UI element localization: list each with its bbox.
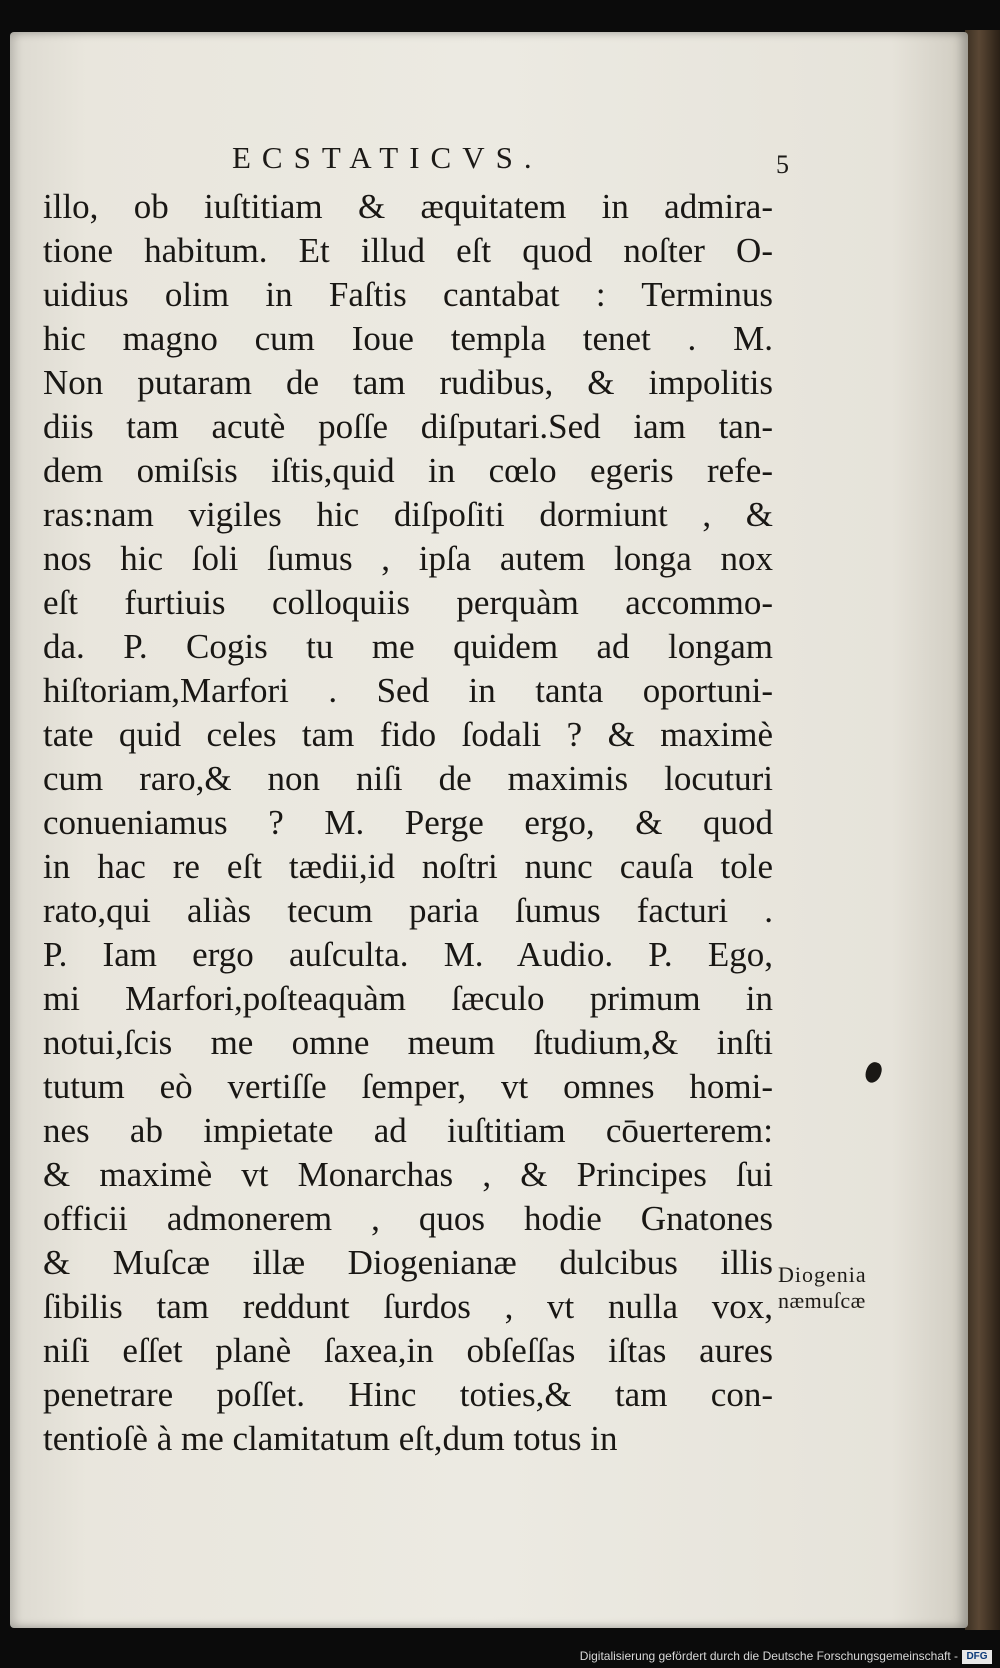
marginal-note-line: Diogenia [778,1262,867,1287]
text-line: hic magno cum Ioue templa tenet . M. [43,319,773,358]
text-line: diis tam acutè poſſe diſputari.Sed iam tan- [43,407,773,446]
text-line: tutum eò vertiſſe ſemper, vt omnes homi- [43,1067,773,1106]
text-line: eſt furtiuis colloquiis perquàm accommo- [43,583,773,622]
text-line: Non putaram de tam rudibus, & impolitis [43,363,773,402]
text-line: ras:nam vigiles hic diſpoſiti dormiunt , & [43,495,773,534]
text-line: niſi eſſet planè ſaxea,in obſeſſas iſtas aures [43,1331,773,1370]
book-edge [965,30,1000,1630]
text-line: conueniamus ? M. Perge ergo, & quod [43,803,773,842]
text-line: tione habitum. Et illud eſt quod noſter O- [43,231,773,270]
running-head: ECSTATICVS. [232,140,543,175]
text-line: tate quid celes tam fido ſodali ? & maximè [43,715,773,754]
text-line: hiſtoriam,Marfori . Sed in tanta oportuni- [43,671,773,710]
text-line: cum raro,& non niſi de maximis locuturi [43,759,773,798]
dfg-logo: DFG [962,1650,992,1664]
text-line: dem omiſsis iſtis,quid in cœlo egeris refe- [43,451,773,490]
text-line: da. P. Cogis tu me quidem ad longam [43,627,773,666]
text-line: tentioſè à me clamitatum eſt,dum totus in [43,1419,618,1458]
text-line: uidius olim in Faſtis cantabat : Terminus [43,275,773,314]
text-line: P. Iam ergo auſculta. M. Audio. P. Ego, [43,935,773,974]
text-line: penetrare poſſet. Hinc toties,& tam con- [43,1375,773,1414]
digitization-credit: Digitalisierung gefördert durch die Deutsche Forschungsgemeinschaft - [579,1649,958,1663]
text-line: officii admonerem , quos hodie Gnatones [43,1199,773,1238]
text-line: mi Marfori,poſteaquàm ſæculo primum in [43,979,773,1018]
text-line: illo, ob iuſtitiam & æquitatem in admira- [43,187,773,226]
marginal-note [778,1262,867,1314]
body-text [43,185,773,1461]
text-line: nos hic ſoli ſumus , ipſa autem longa nox [43,539,773,578]
text-line: & maximè vt Monarchas , & Principes ſui [43,1155,773,1194]
text-line: notui,ſcis me omne meum ſtudium,& inſti [43,1023,773,1062]
text-line: & Muſcæ illæ Diogenianæ dulcibus illis [43,1243,773,1282]
page-number: 5 [776,150,789,179]
text-line: in hac re eſt tædii,id noſtri nunc cauſa tole [43,847,773,886]
text-line: rato,qui aliàs tecum paria ſumus facturi . [43,891,773,930]
marginal-note-line: næmuſcæ [778,1288,866,1313]
text-line: nes ab impietate ad iuſtitiam cōuerterem: [43,1111,773,1150]
text-line: ſibilis tam reddunt ſurdos , vt nulla vox, [43,1287,773,1326]
